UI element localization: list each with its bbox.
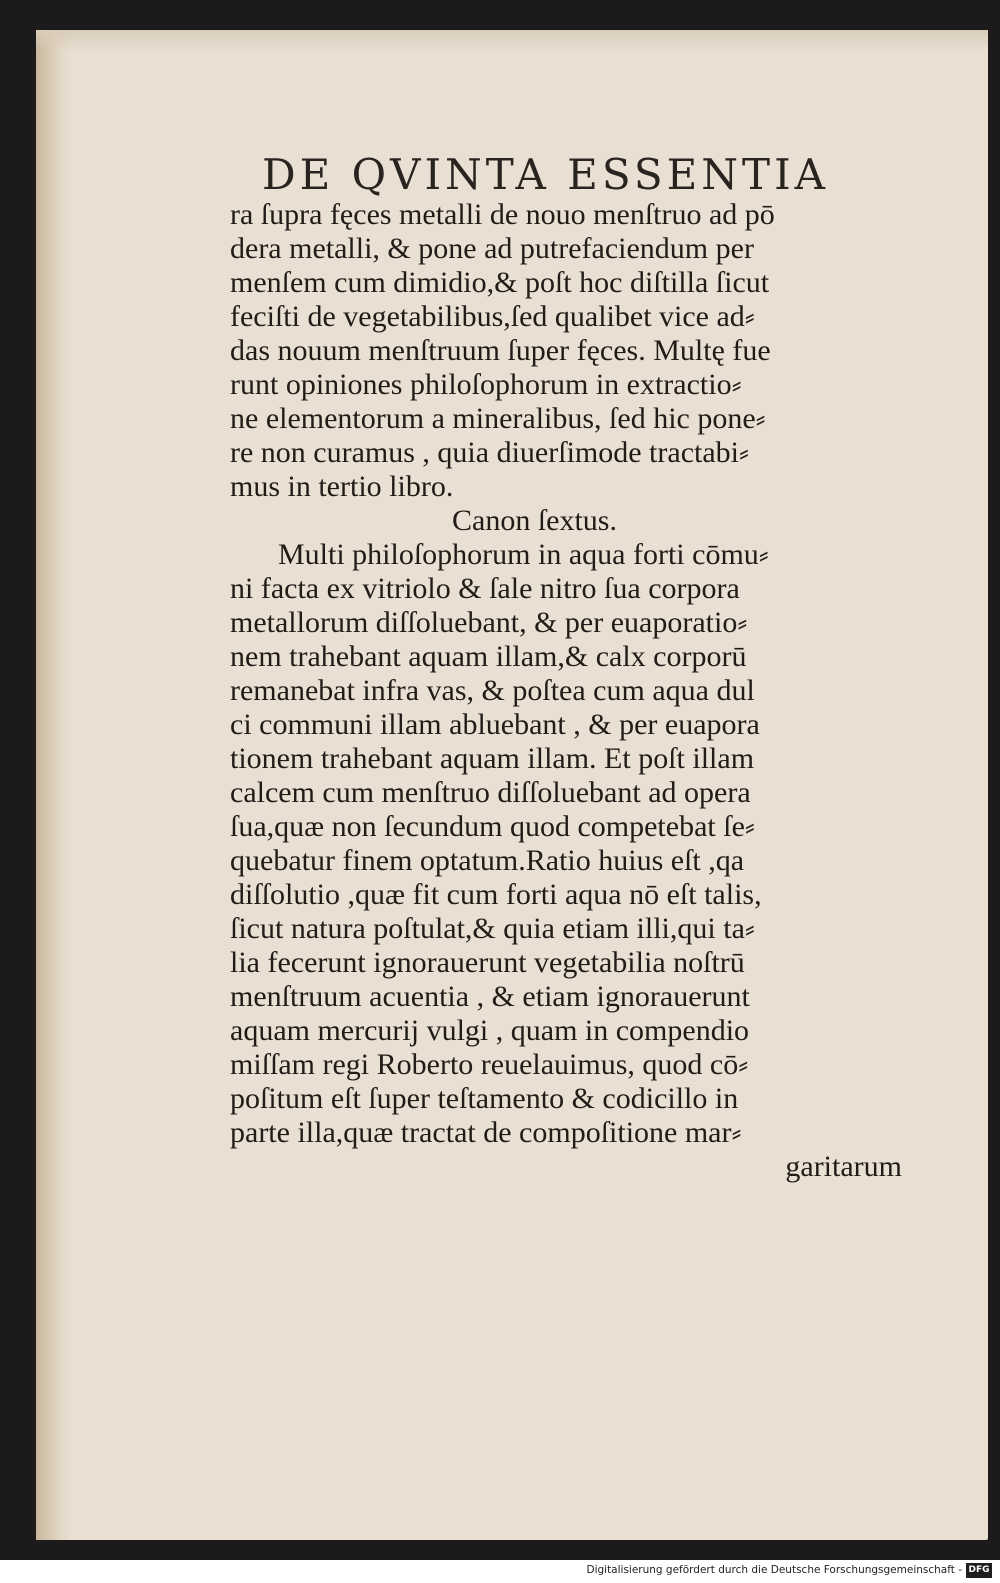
text-line: ni facta ex vitriolo & ſale nitro ſua corpora: [230, 572, 740, 605]
text-line: ſicut natura poſtulat,& quia etiam illi,qui ta⸗: [230, 912, 755, 945]
text-line: ra ſupra fęces metalli de nouo menſtruo ad pō: [230, 198, 775, 231]
text-line: ne elementorum a mineralibus, ſed hic pone⸗: [230, 402, 766, 435]
text-line: remanebat infra vas, & poſtea cum aqua dul: [230, 674, 755, 707]
dfg-logo-icon: DFG: [966, 1563, 992, 1578]
text-line: miſſam regi Roberto reuelauimus, quod cō⸗: [230, 1048, 749, 1081]
text-line: menſtruum acuentia , & etiam ignorauerunt: [230, 980, 750, 1013]
text-line: calcem cum menſtruo diſſoluebant ad opera: [230, 776, 751, 809]
page-top-shadow: [36, 30, 988, 52]
text-line: ci communi illam abluebant , & per euapora: [230, 708, 760, 741]
text-line: runt opiniones philoſophorum in extractio⸗: [230, 368, 742, 401]
text-line: nem trahebant aquam illam,& calx corporū: [230, 640, 747, 673]
text-line: mus in tertio libro.: [230, 470, 454, 503]
text-line: feciſti de vegetabilibus,ſed qualibet vice ad⸗: [230, 300, 755, 333]
section-title: Canon ſextus.: [452, 504, 617, 537]
catchword: garitarum: [785, 1150, 902, 1183]
text-line: poſitum eſt ſuper teſtamento & codicillo in: [230, 1082, 739, 1115]
text-line: diſſolutio ,quæ fit cum forti aqua nō eſt talis,: [230, 878, 762, 911]
text-line: parte illa,quæ tractat de compoſitione mar⸗: [230, 1116, 742, 1149]
text-line: aquam mercurij vulgi , quam in compendio: [230, 1014, 750, 1047]
text-line: ſua,quæ non ſecundum quod competebat ſe⸗: [230, 810, 755, 843]
text-line: Multi philoſophorum in aqua forti cōmu⸗: [278, 538, 769, 571]
text-line: re non curamus , quia diuerſimode tractabi⸗: [230, 436, 749, 469]
text-line: menſem cum dimidio,& poſt hoc diſtilla ſicut: [230, 266, 770, 299]
text-line: dera metalli, & pone ad putrefaciendum per: [230, 232, 754, 265]
funding-notice: Digitalisierung gefördert durch die Deutsche Forschungsgemeinschaft -: [586, 1564, 962, 1576]
page-gutter-shadow: [36, 30, 70, 1540]
running-header: DE QVINTA ESSENTIA: [262, 150, 829, 199]
text-line: das nouum menſtruum ſuper fęces. Multę fue: [230, 334, 771, 367]
page-text: [230, 198, 910, 1184]
text-line: metallorum diſſoluebant, & per euaporatio⸗: [230, 606, 748, 639]
footer-bar: [0, 1560, 1000, 1583]
text-line: lia fecerunt ignorauerunt vegetabilia noſtrū: [230, 946, 745, 979]
text-line: tionem trahebant aquam illam. Et poſt illam: [230, 742, 755, 775]
text-line: quebatur finem optatum.Ratio huius eſt ,qa: [230, 844, 745, 877]
